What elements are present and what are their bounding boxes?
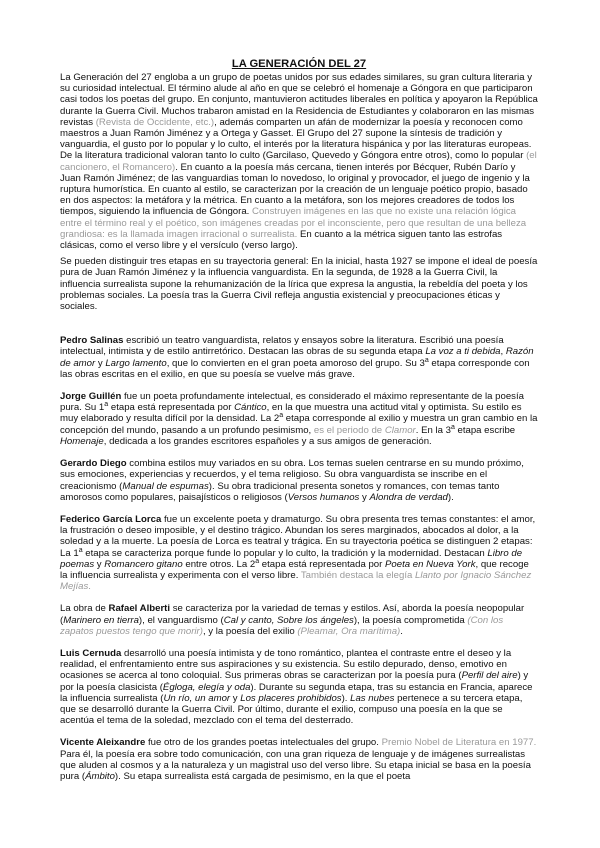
author-text: fue un poeta profundamente intelectual, es considerado el máximo representante de la poesía pura. Su 1 <box>60 391 524 414</box>
work-title: Llanto por Ignacio Sánchez Mejías <box>60 569 532 593</box>
author-lorca <box>60 514 538 592</box>
author-text: La obra de <box>60 603 109 615</box>
author-name: Vicente Aleixandre <box>60 737 146 749</box>
author-text: ), la poesía comprometida <box>353 614 468 626</box>
grey-note: (Con los zapatos puestos tengo que morir) <box>60 614 504 637</box>
author-alberti <box>60 603 538 637</box>
author-text: , en la que muestra una actitud vital y optimista. Su estilo es muy elaborado y resulta difícil por la densidad. La 2 <box>60 402 522 425</box>
author-text: , que recoge la influencia surrealista y experimenta con el verso libre. <box>60 558 529 581</box>
author-text: . En la 3 <box>415 424 451 436</box>
work-title: Las nubes <box>350 692 395 704</box>
author-diego <box>60 458 538 503</box>
work-title: Versos humanos <box>287 491 360 503</box>
grey-note: (Pleamar, Ora marítima) <box>297 625 401 637</box>
grey-note: es el periodo de <box>311 424 385 436</box>
author-text: combina estilos muy variados en su obra. Los temas suelen centrarse en su mundo próximo, sus emociones, experiencias y recuerdos, y el tema religioso. Su obra vanguardista se inscribe en el creacionismo ( <box>60 458 524 492</box>
work-title: Poeta en Nueva York <box>385 558 476 570</box>
grey-note: Premio Nobel de Literatura en 1977. <box>378 737 537 749</box>
author-text: Para él, la poesía era sobre todo comunicación, con una gran riqueza de lenguaje y de imágenes surrealistas que aluden al cosmos y a la naturaleza y un magistral uso del verso libre. Su etapa inicial se basa en la poesía pura ( <box>60 748 531 782</box>
intro-text: La Generación del 27 engloba a un grupo de poetas unidos por sus edades similares, su gran cultura literaria y su curiosidad intelectual. El término alude al año en que se celebró el homenaje a Góngora en que participaron casi todos los poetas del grupo. En conjunto, mantuvieron actitudes liberales en política y apoyaron la República durante la Guerra Civil. Muchos trabaron amistad en la Residencia de Estudiantes y colaboraron en las mismas revistas <box>60 72 538 128</box>
author-text: ). <box>341 692 351 704</box>
work-title: Un río, un amor <box>163 692 231 704</box>
author-text: etapa corresponde al exilio y muestra un gran cambio en la concepción del mundo, pasando a un profundo pesimismo, <box>60 413 538 436</box>
work-title: Cántico <box>234 402 267 414</box>
work-title: Marinero en tierra <box>63 614 139 626</box>
author-text: se caracteriza por la variedad de temas y estilos. Así, aborda la poesía neopopular ( <box>60 603 525 626</box>
intro-text: En cuanto a la métrica siguen tanto las estrofas clásicas, como el verso libre y el versículo (verso largo). <box>60 228 503 252</box>
author-text: escribió un teatro vanguardista, relatos y ensayos sobre la literatura. Escribió una poesía intelectual, intimista y de estilo antirretórico. Destacan las obras de su segunda etapa <box>60 335 504 358</box>
author-text: etapa está representada por <box>108 402 235 414</box>
work-title: Perfil del aire <box>461 670 518 682</box>
ordinal-sup: a <box>104 401 109 409</box>
author-text: ). <box>447 491 454 503</box>
ordinal-sup: a <box>255 557 260 565</box>
intro-note: (Revista de Occidente, etc.) <box>95 116 215 128</box>
work-title: Romancero gitano <box>104 558 183 570</box>
work-title: Égloga, elegía y oda <box>162 681 251 693</box>
intro-paragraph <box>60 72 538 251</box>
author-name: Jorge Guillén <box>60 391 122 403</box>
work-title: Homenaje <box>60 435 104 447</box>
author-text: . <box>400 625 403 637</box>
author-text: ) y por la poesía clasicista ( <box>60 670 529 693</box>
author-text: ). Su obra tradicional presenta sonetos y romances, con temas tanto amorosos como populares, paisajísticos o religiosos ( <box>60 480 500 503</box>
intro-text: . En cuanto a la poesía más cercana, tienen interés por Bécquer, Rubén Darío y Juan Ramón Jiménez; de las vanguardias toman lo novedoso, lo original y provocador, el juego de ingenio y la ruptura humorística. En cuanto al estilo, se caracterizan por la creación de un lenguaje poético propio, basado en dos aspectos: la metáfora y la métrica. En cuanto a la metáfora, son los mejores creadores de todos los tiempos, siguiendo la influencia de Góngora. <box>60 161 530 218</box>
work-title: Alondra de verdad <box>369 491 448 503</box>
author-name: Federico García Lorca <box>60 513 162 525</box>
author-text: y <box>94 558 105 570</box>
author-guillen <box>60 391 538 447</box>
author-text: fue otro de los grandes poetas intelectuales del grupo. <box>145 737 379 749</box>
author-text: y <box>359 491 370 503</box>
author-text: , que lo convierten en el gran poeta amoroso del grupo. Su 3 <box>166 357 425 369</box>
work-title: Largo lamento <box>105 357 167 369</box>
intro-text: , además comparten un afán de modernizar la poesía y reconocen como maestros a Juan Ramón Jiménez y a Ortega y Gasset. El Grupo del 27 supone la síntesis de tradición y vanguardia, el gusto por lo popular y lo culto, el interés por la literatura hispánica y por las literaturas europeas. De la literatura tradicional valoran tanto lo culto (Garcilaso, Quevedo y Góngora entre otros), como lo popular <box>60 116 532 162</box>
work-title: Manual de espumas <box>122 480 209 492</box>
author-name: Gerardo Diego <box>60 458 127 470</box>
author-text: desarrolló una poesía intimista y de tono romántico, plantea el contraste entre el deseo y la realidad, el enfrentamiento entre sus aspiraciones y su existencia. Su estilo depurado, denso, emotivo en ocasiones se acerca al tono coloquial. Sus primeras obras se caracterizan por la poesía pura ( <box>60 647 512 682</box>
work-title: Cal y canto, Sobre los ángeles <box>223 614 354 626</box>
ordinal-sup: a <box>78 546 83 554</box>
author-text: , y la poesía del exilio <box>202 625 298 637</box>
author-name: Luis Cernuda <box>60 647 122 659</box>
author-name: Rafael Alberti <box>108 603 171 615</box>
author-text: ), el vanguardismo ( <box>138 614 224 626</box>
author-text: , dedicada a los grandes escritores españoles y a sus amigos de generación. <box>103 435 432 447</box>
author-name: Pedro Salinas <box>60 335 124 347</box>
author-text: etapa escribe <box>454 424 516 436</box>
author-text: y <box>95 357 106 369</box>
intro-note: (el cancionero, el Romancero) <box>60 150 537 173</box>
author-text: fue un excelente poeta y dramaturgo. Su obra presenta tres temas constantes: el amor, la frustración o deseo imposible, y el destino trágico. Abundan los seres marginados, abocados al dolor, a la soledad y a la muerte. La poesía de Lorca es teatral y trágica. En su trayectoria poética se distinguen 2 etapas: La 1 <box>60 513 536 559</box>
author-text: etapa está representada por <box>259 558 385 570</box>
author-salinas <box>60 335 538 380</box>
work-title: Razón de amor <box>60 346 534 369</box>
ordinal-sup: a <box>279 412 284 420</box>
work-title: La voz a ti debida <box>425 346 501 358</box>
author-text: etapa se caracteriza porque funde lo popular y lo culto, la tradición y la modernidad. Destacan <box>82 547 488 559</box>
work-title: Clamor <box>384 424 416 436</box>
author-text: etapa corresponde con las obras escritas en el exilio, en que su poesía se vuelve más grave. <box>60 357 530 380</box>
ordinal-sup: a <box>450 423 455 431</box>
work-title: Ámbito <box>85 770 115 782</box>
ordinal-sup: a <box>424 356 429 364</box>
author-text: y <box>230 692 241 704</box>
stages-paragraph: Se pueden distinguir tres etapas en su trayectoria general: En la inicial, hasta 1927 se impone el ideal de poesía pura de Juan Ramón Jiménez y la influencia vanguardista. En la segunda, de 1928 a la Guerra Civil, la influencia surrealista supone la rehumanización de la lírica que expresa la angustia, la rebeldía del poeta y los problemas sociales. La poesía tras la Guerra Civil refleja angustia existencial y preocupaciones éticas y sociales. <box>60 256 538 313</box>
author-text: ). Su etapa surrealista está cargada de pesimismo, en la que el poeta <box>114 770 411 782</box>
page-title: LA GENERACIÓN DEL 27 <box>231 58 367 70</box>
author-text: pertenece a su tercera etapa, que se desarrolló durante la Guerra Civil. Por último, durante el exilio, compuso una poesía en la que se acentúa el tema de la soledad, mezclado con el tema del desterrado. <box>60 692 523 727</box>
author-text: ). Durante su segunda etapa, tras su estancia en Francia, aparece la influencia surrealista ( <box>60 681 533 704</box>
work-title: Libro de poemas <box>60 547 523 570</box>
author-text: , <box>500 346 506 358</box>
author-text: entre otros. La 2 <box>182 558 256 570</box>
grey-note: . <box>88 581 91 593</box>
intro-note: Construyen imágenes en las que no existe una relación lógica entre el término real y el poético, son imágenes creadas por el inconsciente, pero que resultan de una belleza grandiosa: es la llamada imagen irracional o surrealista. <box>60 206 527 240</box>
author-cernuda <box>60 648 538 726</box>
grey-note: También destaca la elegía <box>298 569 415 581</box>
work-title: Los placeres prohibidos <box>240 692 342 704</box>
author-aleixandre <box>60 737 538 782</box>
